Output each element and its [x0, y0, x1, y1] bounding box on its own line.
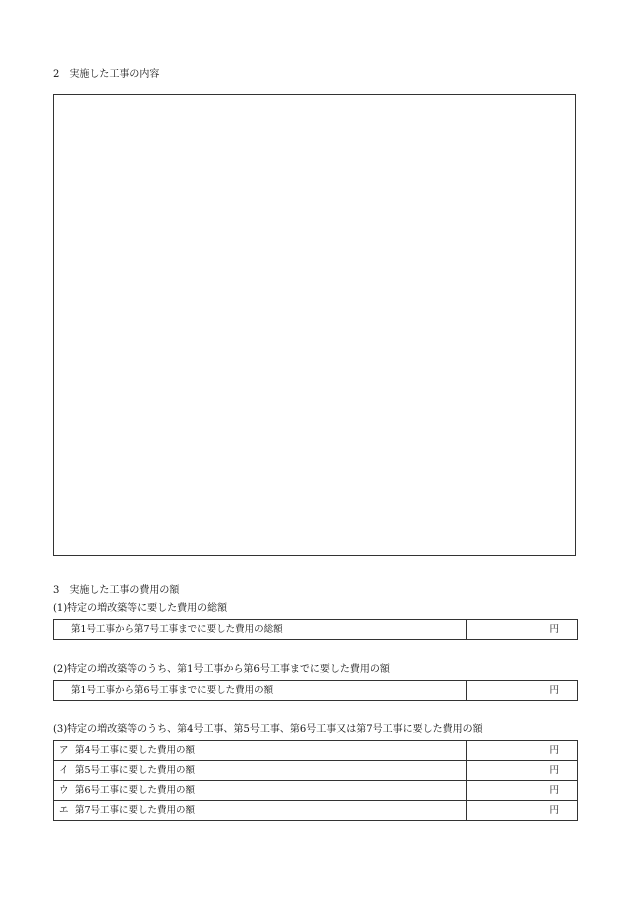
section2-heading: 2 実施した工事の内容	[53, 69, 160, 80]
sub2-heading: (2)特定の増改築等のうち、第1号工事から第6号工事までに要した費用の額	[53, 664, 390, 675]
yen-unit: 円	[549, 685, 559, 696]
table-row	[54, 761, 578, 781]
amount-cell[interactable]	[467, 681, 578, 701]
row-kana: ウ	[59, 785, 69, 796]
yen-unit: 円	[549, 785, 559, 796]
row-label-cell	[54, 741, 467, 761]
amount-cell[interactable]	[467, 781, 578, 801]
table-row	[54, 681, 578, 701]
yen-unit: 円	[549, 745, 559, 756]
row-kana: ア	[59, 745, 69, 756]
amount-cell[interactable]	[467, 801, 578, 821]
table-row	[54, 801, 578, 821]
row-label: 第4号工事に要した費用の額	[75, 745, 196, 756]
section3-heading: 3 実施した工事の費用の額	[53, 585, 180, 596]
yen-unit: 円	[549, 805, 559, 816]
sub1-table	[53, 619, 578, 640]
work-content-box[interactable]	[53, 94, 576, 556]
row-label: 第5号工事に要した費用の額	[75, 765, 196, 776]
row-label: 第1号工事から第6号工事までに要した費用の額	[54, 681, 467, 701]
row-label-cell	[54, 801, 467, 821]
table-row	[54, 781, 578, 801]
table-row	[54, 620, 578, 640]
yen-unit: 円	[549, 765, 559, 776]
amount-cell[interactable]	[467, 741, 578, 761]
table-row	[54, 741, 578, 761]
sub3-table	[53, 740, 578, 821]
amount-cell[interactable]	[467, 620, 578, 640]
row-label-cell	[54, 761, 467, 781]
row-label: 第1号工事から第7号工事までに要した費用の総額	[54, 620, 467, 640]
row-label-cell	[54, 781, 467, 801]
row-kana: イ	[59, 765, 69, 776]
yen-unit: 円	[549, 624, 559, 635]
row-label: 第7号工事に要した費用の額	[75, 805, 196, 816]
sub1-heading: (1)特定の増改築等に要した費用の総額	[53, 603, 228, 614]
row-label: 第6号工事に要した費用の額	[75, 785, 196, 796]
sub2-table	[53, 680, 578, 701]
sub3-heading: (3)特定の増改築等のうち、第4号工事、第5号工事、第6号工事又は第7号工事に要した費用の額	[53, 724, 483, 735]
amount-cell[interactable]	[467, 761, 578, 781]
row-kana: エ	[59, 805, 69, 816]
